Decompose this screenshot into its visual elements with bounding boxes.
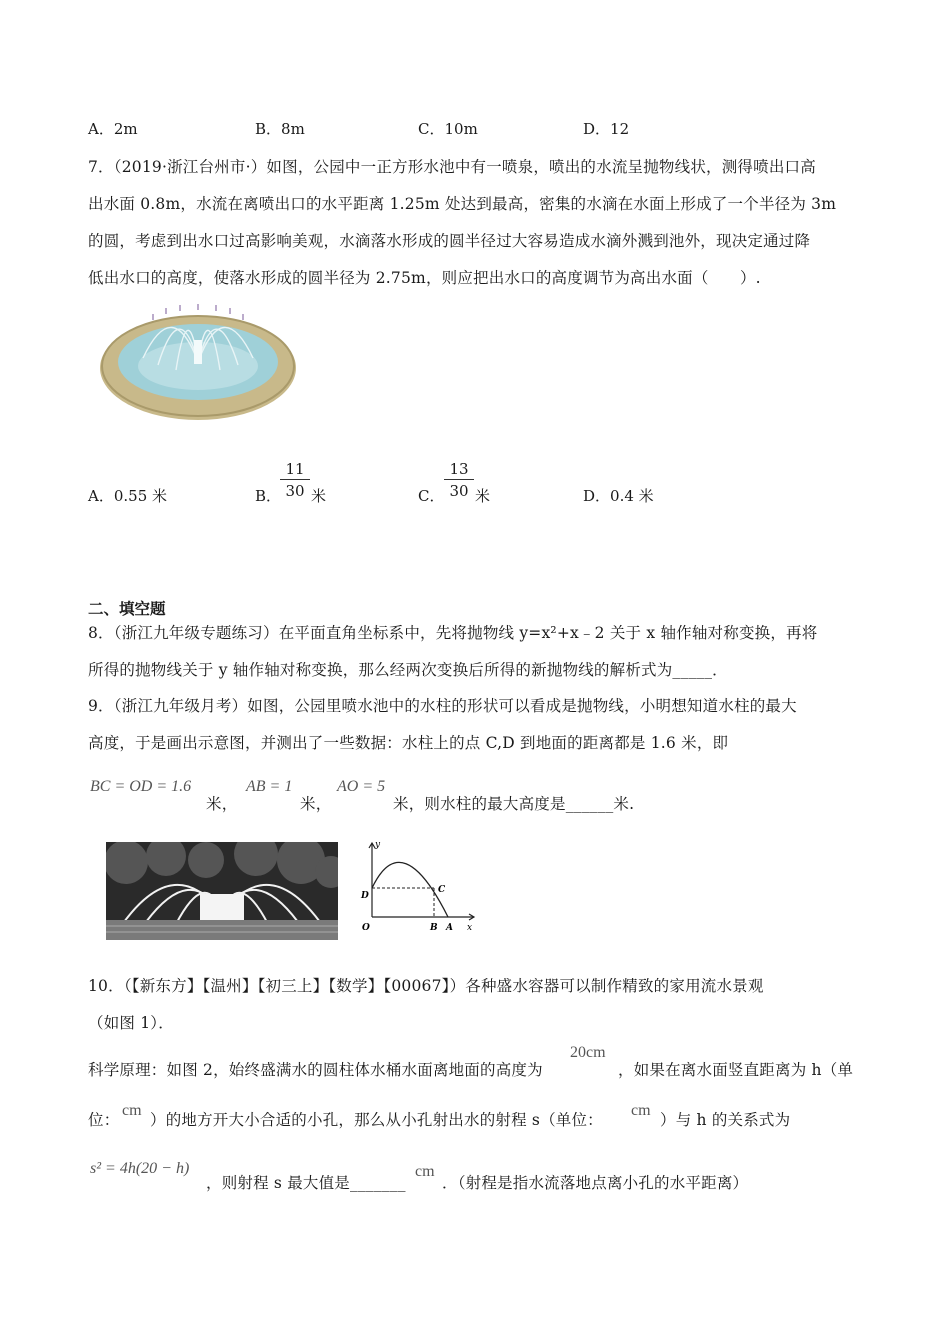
q9-unit-1: 米， [206,795,238,813]
q7-line-2: 出水面 0.8m，水流在离喷出口的水平距离 1.25m 处达到最高，密集的水滴在水面上形成了一个半径为 3m [88,195,837,213]
q10-line-4a: 位： [88,1111,120,1129]
q7-option-b-fraction [280,459,310,502]
q7-line-3: 的圆，考虑到出水口过高影响美观，水滴落水形成的圆半径过大容易造成水滴外溅到池外，现决定通过降 [88,232,811,250]
label-b: B [430,923,438,933]
q9-line-1: 9．（浙江九年级月考）如图，公园里喷水池中的水柱的形状可以看成是抛物线，小明想知道水柱的最大 [88,697,797,715]
fraction-numerator: 11 [280,459,310,480]
q7-option-c-unit: 米 [475,487,491,505]
q10-line-3b: ，如果在离水面竖直距离为 h（单 [618,1061,854,1079]
q10-unit-20cm: 20cm [570,1044,606,1061]
q7-option-d: D．0.4 米 [583,487,654,505]
q10-line-3a: 科学原理：如图 2，始终盛满水的圆柱体水桶水面离地面的高度为 [88,1061,543,1079]
q7-line-4: 低出水口的高度，使落水形成的圆半径为 2.75m，则应把出水口的高度调节为高出水面（ ）. [88,269,761,287]
q10-line-5b: ．（射程是指水流落地点离小孔的水平距离） [442,1174,749,1192]
q10-line-4c: ）与 h 的关系式为 [660,1111,791,1129]
parabola-curve [372,862,448,917]
q9-formula-ao: AO = 5 [337,778,386,795]
q7-option-a: A．0.55 米 [88,487,167,505]
q7-line-1: 7．（2019·浙江台州市·）如图，公园中一正方形水池中有一喷泉，喷出的水流呈抛物线状，测得喷出口高 [88,158,816,176]
photo-ground [106,920,338,940]
q7-option-c-fraction [444,459,474,502]
q10-line-5a: ，则射程 s 最大值是_______ [206,1174,406,1192]
q10-line-4b: ）的地方开大小合适的小孔，那么从小孔射出水的射程 s（单位： [150,1111,603,1129]
section-heading-fill-in: 二、填空题 [88,599,166,618]
photo-center-spray [200,894,244,920]
q10-formula: s² = 4h(20 − h) [90,1160,190,1177]
label-o: O [362,923,370,933]
fountain-center-jet [194,340,202,364]
fountain-photo [106,842,338,940]
label-d: D [361,891,369,901]
q7-option-b-unit: 米 [311,487,327,505]
q10-unit-cm-2: cm [631,1102,651,1119]
q6-option-c: C．10m [418,120,478,138]
label-c: C [438,885,446,895]
q10-unit-cm-3: cm [415,1163,435,1180]
label-a: A [446,923,453,933]
q9-line-2: 高度，于是画出示意图，并测出了一些数据：水柱上的点 C,D 到地面的距离都是 1.6 米，即 [88,734,729,752]
fraction-denominator: 30 [449,482,469,500]
q9-formula-ab: AB = 1 [246,778,293,795]
q7-option-b-prefix: B． [255,487,282,505]
q9-tail: 米，则水柱的最大高度是______米. [393,795,635,813]
q10-unit-cm-1: cm [122,1102,142,1119]
q7-option-c-prefix: C． [418,487,445,505]
q8-line-1: 8．（浙江九年级专题练习）在平面直角坐标系中，先将抛物线 y=x²+x﹣2 关于 x 轴作轴对称变换，再将 [88,624,818,642]
fountain-pool-image [98,300,303,430]
label-y: y [375,840,381,850]
label-x: x [467,923,473,933]
fraction-denominator: 30 [285,482,305,500]
q6-option-a: A．2m [88,120,138,138]
q10-line-1: 10．（【新东方】【温州】【初三上】【数学】【00067】）各种盛水容器可以制作精致的家用流水景观 [88,977,764,995]
q8-line-2: 所得的抛物线关于 y 轴作轴对称变换，那么经两次变换后所得的新抛物线的解析式为_____． [88,661,728,679]
q6-option-b: B．8m [255,120,305,138]
fraction-numerator: 13 [444,459,474,480]
parabola-diagram [350,835,480,937]
q9-unit-2: 米， [300,795,332,813]
q9-formula-bc-od: BC = OD = 1.6 [90,778,192,795]
q10-line-2: （如图 1）． [88,1014,174,1032]
q6-option-d: D．12 [583,120,630,138]
